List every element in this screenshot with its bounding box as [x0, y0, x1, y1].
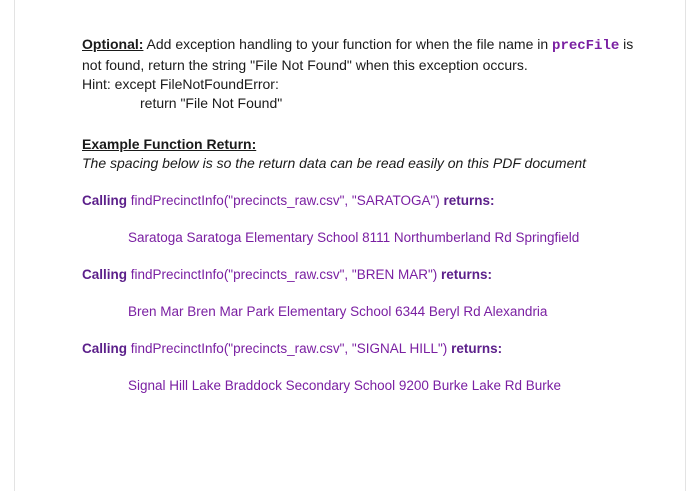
document-content: [82, 35, 672, 395]
call-expression: findPrecinctInfo("precincts_raw.csv", "SARATOGA"): [127, 193, 444, 208]
optional-label: Optional:: [82, 36, 144, 52]
returns-keyword: returns:: [443, 193, 495, 208]
returns-keyword: returns:: [451, 341, 503, 356]
example-note: The spacing below is so the return data can be read easily on this PDF document: [82, 155, 587, 171]
call-expression: findPrecinctInfo("precincts_raw.csv", "BREN MAR"): [127, 267, 442, 282]
call-line-3: [82, 339, 672, 358]
optional-text-before: Add exception handling to your function for when the file name in: [143, 36, 553, 52]
calling-keyword: Calling: [82, 341, 128, 356]
code-precfile: precFile: [552, 38, 620, 54]
calling-keyword: Calling: [82, 193, 128, 208]
optional-line-2: not found, return the string "File Not Found" when this exception occurs.: [82, 57, 528, 73]
spacer: [82, 358, 672, 376]
spacer: [82, 173, 672, 191]
result-line-3: Signal Hill Lake Braddock Secondary School 9200 Burke Lake Rd Burke: [128, 378, 562, 393]
optional-text-after: is: [619, 36, 634, 52]
example-heading: Example Function Return:: [82, 136, 257, 152]
result-line-1: Saratoga Saratoga Elementary School 8111 Northumberland Rd Springfield: [128, 230, 580, 245]
spacer: [82, 247, 672, 265]
spacer: [82, 321, 672, 339]
returns-keyword: returns:: [441, 267, 493, 282]
result-line-2: Bren Mar Bren Mar Park Elementary School 6344 Beryl Rd Alexandria: [128, 304, 548, 319]
spacer: [82, 210, 672, 228]
hint-line: Hint: except FileNotFoundError:: [82, 76, 279, 92]
call-expression: findPrecinctInfo("precincts_raw.csv", "SIGNAL HILL"): [127, 341, 452, 356]
call-line-1: [82, 191, 672, 210]
optional-paragraph: [82, 35, 672, 56]
call-line-2: [82, 265, 672, 284]
hint-return-line: return "File Not Found": [140, 95, 283, 111]
spacer: [82, 113, 672, 135]
spacer: [82, 284, 672, 302]
calling-keyword: Calling: [82, 267, 128, 282]
